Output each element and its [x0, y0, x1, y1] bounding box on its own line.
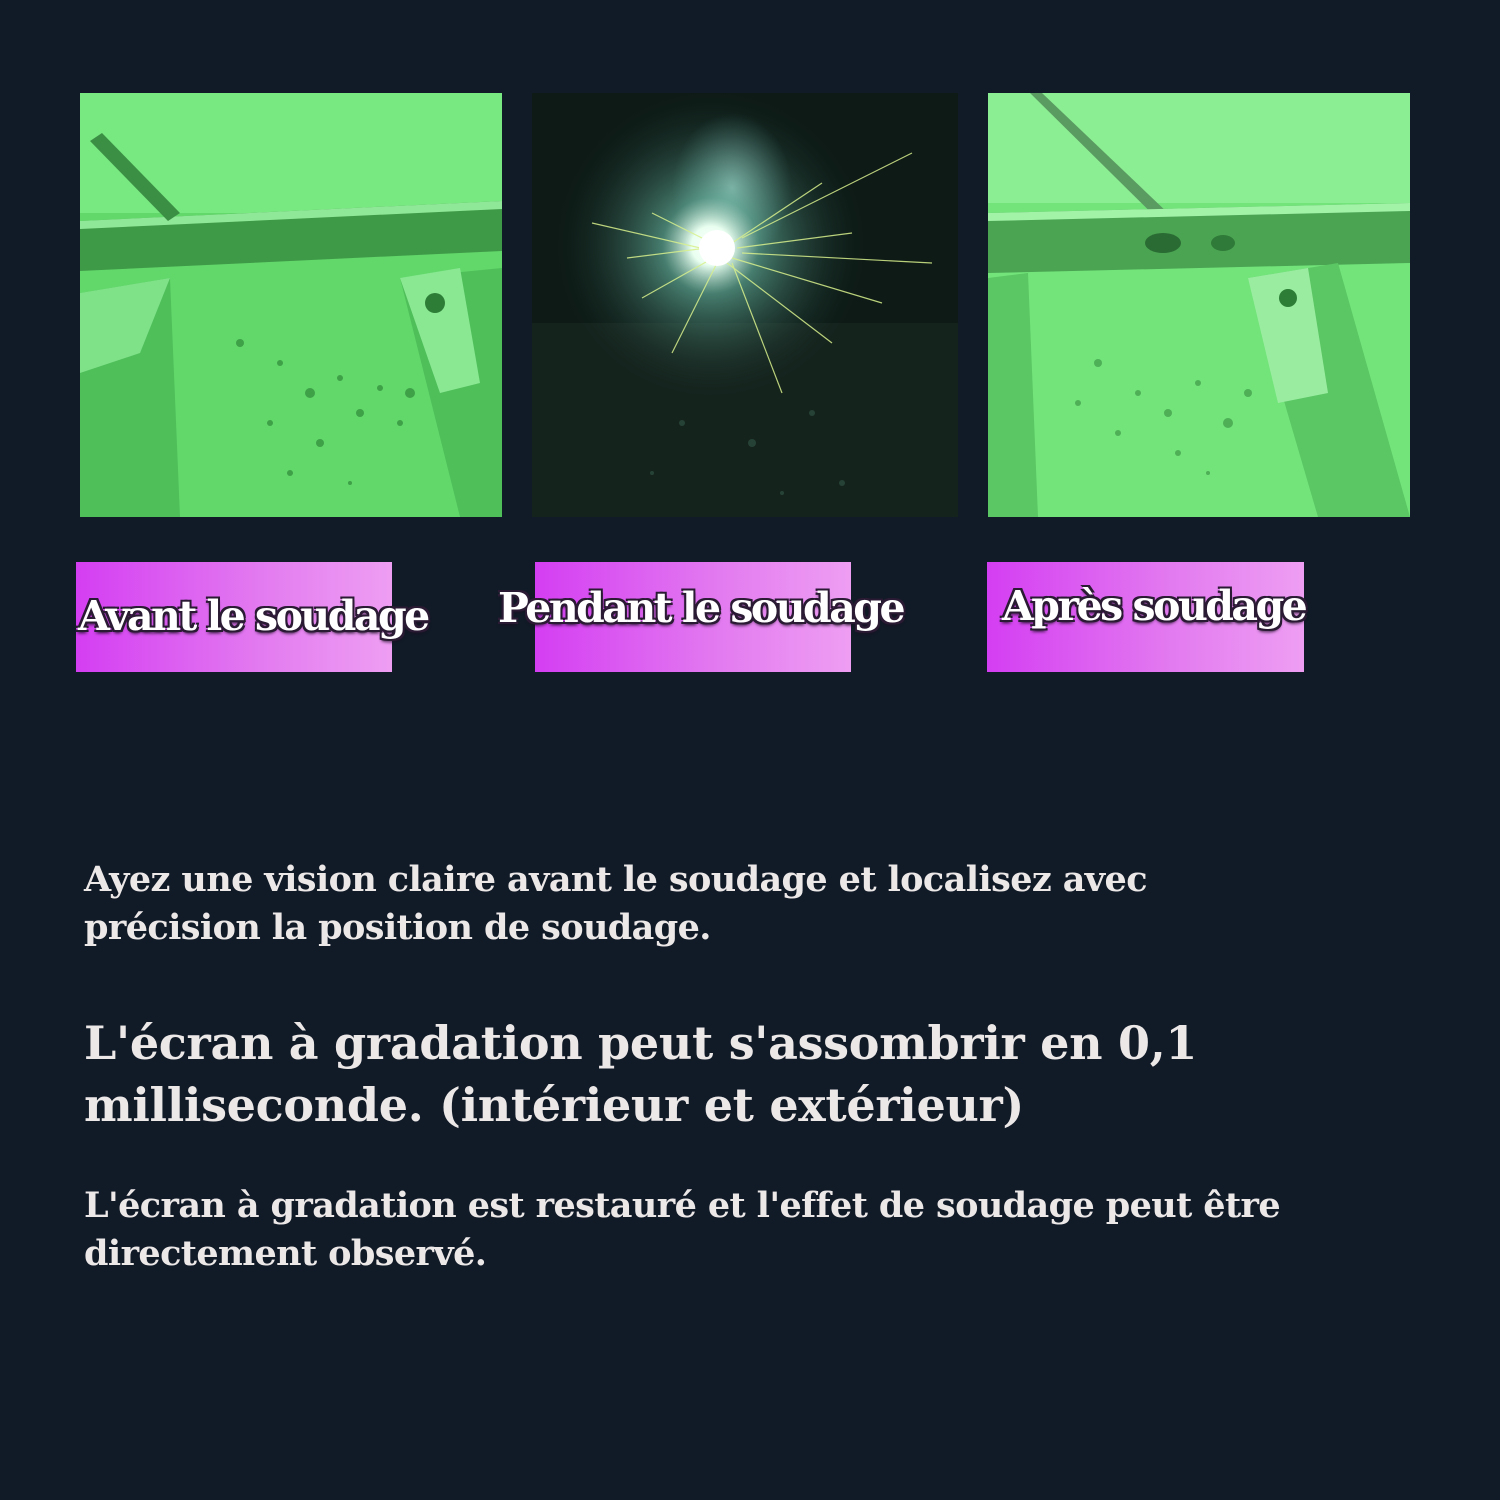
description-after: L'écran à gradation est restauré et l'effet de soudage peut être directement observé.	[84, 1185, 1281, 1274]
description-during: L'écran à gradation peut s'assombrir en 0,1 milliseconde. (intérieur et extérieur)	[84, 1016, 1198, 1132]
before-welding-image	[80, 93, 502, 517]
after-welding-image	[988, 93, 1410, 517]
during-welding-image	[532, 93, 958, 517]
during-welding-label: Pendant le soudage	[498, 584, 904, 632]
after-welding-label: Après soudage	[1002, 582, 1306, 630]
before-welding-label: Avant le soudage	[78, 592, 428, 640]
description-before: Ayez une vision claire avant le soudage et localisez avec précision la position de soudage.	[84, 859, 1147, 948]
